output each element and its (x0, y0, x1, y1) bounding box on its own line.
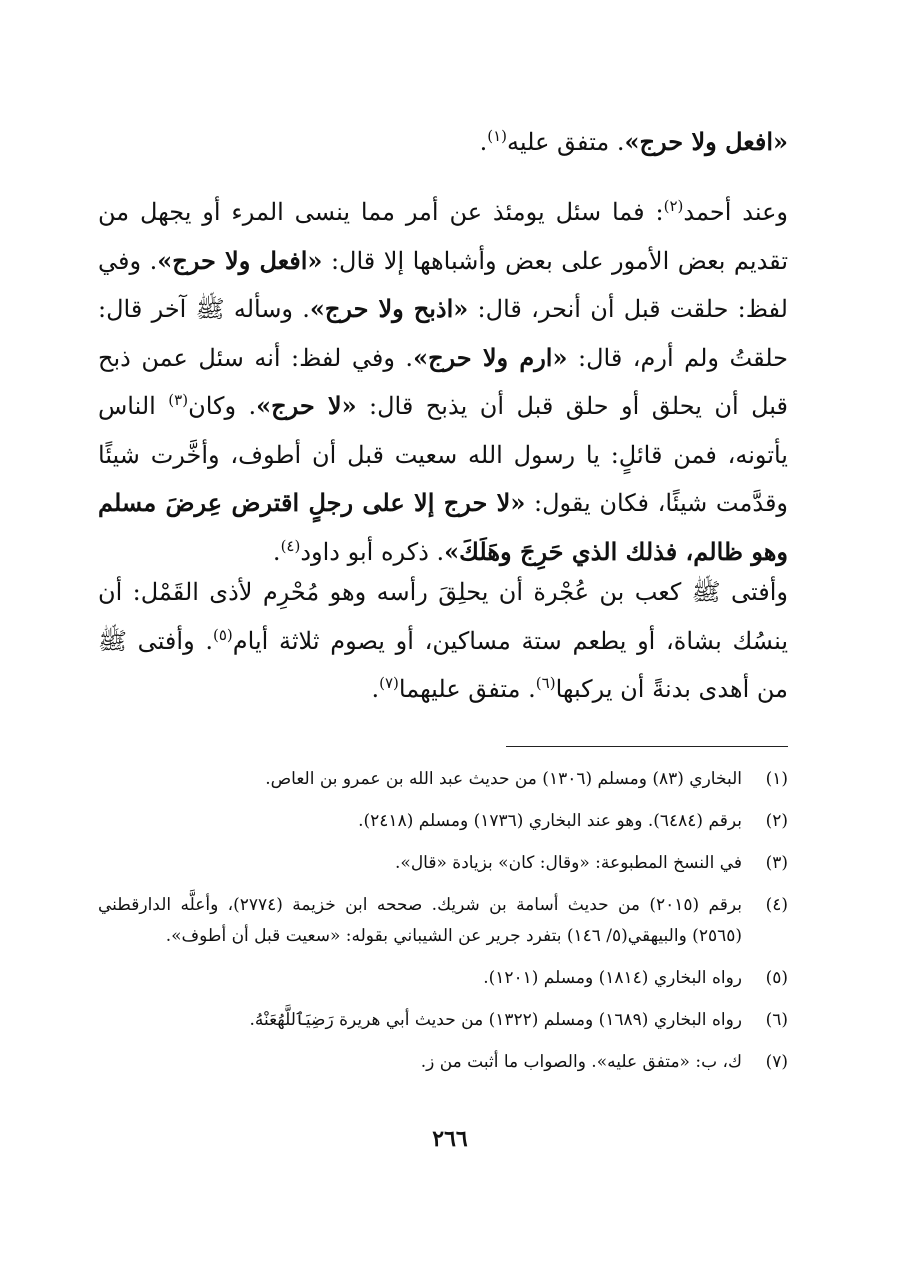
footnote-text: في النسخ المطبوعة: «وقال: كان» بزيادة «قال». (395, 853, 742, 873)
footnote-number: (٥) (765, 968, 788, 988)
footnote-divider (506, 746, 788, 747)
paragraph-2: وعند أحمد$^{(٢)}$: فما سئل يومئذ عن أمر مما ينسى المرء أو يجهل من تقديم بعض الأمور على بعض وأشباهها إلا قال: «افعل ولا حرج». وفي لفظ: حلقت قبل أن أنحر، قال: «اذبح ولا حرج». وسأله ﷺ آخر قال: حلقتُ ولم أرم، قال: «ارم ولا حرج». وفي لفظ: أنه سئل عمن ذبح قبل أن يحلق أو حلق قبل أن يذبح قال: «لا حرج». وكان$^{(٣)}$ الناس يأتونه، فمن قائلٍ: يا رسول الله سعيت قبل أن أطوف، وأخَّرت شيئًا وقدَّمت شيئًا، فكان يقول: «لا حرج إلا على رجلٍ اقترض عِرضَ مسلم وهو ظالم، فذلك الذي حَرِجَ وهَلَكَ». ذكره أبو داود$^{(٤)}$. (98, 197, 789, 566)
footnote-number: (٧) (765, 1052, 788, 1072)
quote-bold: «اذبح ولا حرج» (309, 294, 469, 323)
footnote-item (98, 848, 788, 879)
footnote-ref[interactable]: (٢) (663, 197, 684, 215)
footnote-number: (١) (765, 769, 788, 789)
paragraph-1: «افعل ولا حرج». متفق عليه$^{(١)}$. (479, 127, 788, 156)
quote-bold: «افعل ولا حرج» (157, 245, 323, 275)
footnote-number: (٢) (765, 811, 788, 831)
footnote-ref[interactable]: (١) (487, 127, 508, 145)
footnote-ref[interactable]: (٦) (535, 674, 556, 692)
footnote-ref[interactable]: (٣) (168, 391, 189, 409)
page-number: ٢٦٦ (432, 1126, 468, 1152)
footnote-ref[interactable]: (٤) (280, 536, 301, 555)
footnote-text: رواه البخاري (١٨١٤) ومسلم (١٢٠١). (483, 968, 742, 988)
footnote-number: (٤) (765, 895, 788, 915)
quote-bold: «لا حرج» (256, 391, 357, 420)
footnote-text: البخاري (٨٣) ومسلم (١٣٠٦) من حديث عبد الله بن عمرو بن العاص. (265, 769, 742, 789)
footnote-item (98, 1047, 788, 1078)
quote-bold: «لا حرج إلا على رجلٍ اقترض عِرضَ مسلم وهو ظالم، فذلك الذي حَرِجَ وهَلَكَ» (98, 488, 788, 566)
quote-bold: «ارم ولا حرج» (413, 342, 568, 372)
footnote-text: رواه البخاري (١٦٨٩) ومسلم (١٣٢٢) من حديث أبي هريرة رَضِيَٱللَّهُعَنْهُ. (249, 1010, 742, 1030)
footnote-item (98, 806, 788, 837)
footnote-number: (٣) (765, 853, 788, 873)
footnote-number: (٦) (765, 1010, 788, 1030)
footnote-ref[interactable]: (٧) (379, 674, 399, 692)
footnote-ref[interactable]: (٥) (212, 625, 233, 644)
footnote-text: ك، ب: «متفق عليه». والصواب ما أثبت من ز. (420, 1052, 742, 1072)
footnote-text: برقم (٢٠١٥) من حديث أسامة بن شريك. صححه ابن خزيمة (٢٧٧٤)، وأعلَّه الدارقطني (٢٥٦٥) والبيهقي(٥/ ١٤٦) بتفرد جرير عن الشيباني بقوله: «سعيت قبل أن أطوف». (98, 895, 743, 946)
footnote-text: برقم (٦٤٨٤). وهو عند البخاري (١٧٣٦) ومسلم (٢٤١٨). (358, 811, 742, 831)
footnote-item (98, 764, 788, 795)
footnote-item (98, 890, 788, 952)
footnote-item (98, 1005, 788, 1036)
quote-bold: «افعل ولا حرج» (624, 127, 788, 156)
paragraph-3: وأفتى ﷺ كعب بن عُجْرة أن يحلِقَ رأسه وهو مُحْرِم لأذى القَمْل: أن ينسُك بشاة، أو يطعم ستة مساكين، أو يصوم ثلاثة أيام$^{(٥)}$. وأفتى ﷺ من أهدى بدنةً أن يركبها$^{(٦)}$. متفق عليهما$^{(٧)}$. (98, 578, 788, 703)
footnotes-list (98, 764, 788, 1089)
footnote-item (98, 963, 788, 994)
